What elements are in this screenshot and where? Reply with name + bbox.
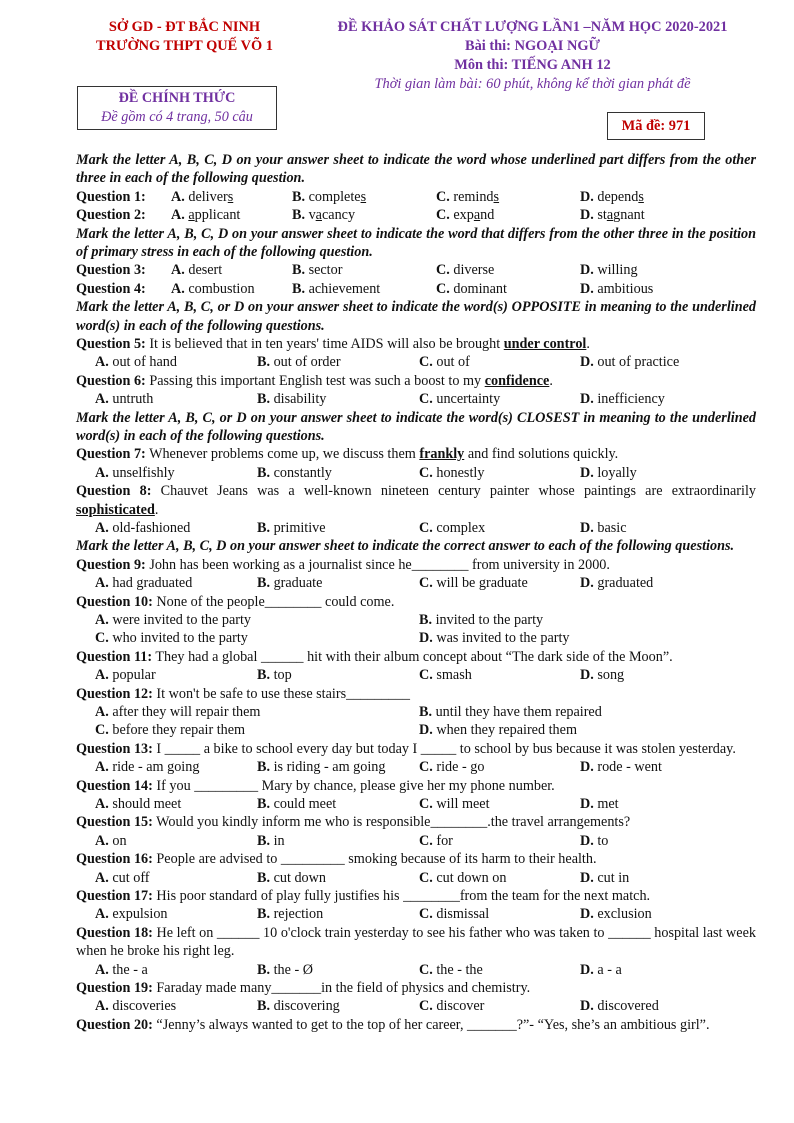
option-b: B. discovering (257, 998, 340, 1015)
question-label: Question 12: (76, 685, 153, 702)
question-12-options-ab (76, 703, 756, 721)
question-label: Question 17: (76, 887, 153, 904)
question-label: Question 10: (76, 593, 153, 610)
option-c: C. cut down on (419, 869, 507, 886)
option-b: B. vacancy (292, 207, 356, 224)
option-d: D. was invited to the party (419, 630, 570, 647)
question-15-options (76, 832, 756, 850)
subject-line: Bài thi: NGOẠI NGỮ (465, 38, 600, 54)
question-label: Question 14: (76, 777, 153, 794)
option-c: C. the - the (419, 961, 483, 978)
pages-note: Đề gồm có 4 trang, 50 câu (101, 109, 253, 125)
option-a: A. ride - am going (95, 759, 200, 776)
option-b: B. sector (292, 262, 343, 279)
option-d: D. loyally (580, 464, 637, 481)
question-5-stem: Question 5: It is believed that in ten years' time AIDS will also be brought under control. (76, 336, 590, 352)
option-d: D. exclusion (580, 906, 652, 923)
official-label: ĐỀ CHÍNH THỨC (118, 90, 236, 106)
option-b: B. primitive (257, 520, 326, 537)
question-9-stem: Question 9: John has been working as a journalist since he________ from university in 2000. (76, 556, 610, 573)
question-label: Question 4: (76, 280, 146, 297)
option-c: C. complex (419, 520, 486, 537)
question-5-options (76, 353, 756, 371)
question-label: Question 13: (76, 740, 153, 757)
question-label: Question 1: (76, 188, 146, 205)
section-instruction: Mark the letter A, B, C, D on your answer sheet to indicate the correct answer to each of the following questions. (76, 538, 735, 555)
question-7-stem: Question 7: Whenever problems come up, we discuss them frankly and find solutions quickly. (76, 446, 619, 463)
option-c: C. will meet (419, 795, 490, 812)
option-c: C. dismissal (419, 906, 490, 923)
question-7-options (76, 464, 756, 482)
option-a: A. should meet (95, 795, 182, 812)
option-d: D. basic (580, 520, 627, 537)
option-c: C. who invited to the party (95, 630, 248, 647)
question-label: Question 19: (76, 979, 153, 996)
option-a: A. old-fashioned (95, 520, 191, 537)
option-a: A. expulsion (95, 906, 168, 923)
question-13-options (76, 758, 756, 776)
option-a: A. were invited to the party (95, 612, 252, 629)
option-c: C. for (419, 832, 453, 849)
course-line: Môn thi: TIẾNG ANH 12 (454, 57, 611, 73)
question-20-stem: Question 20: “Jenny’s always wanted to get to the top of her career, _______?”- “Yes, she’s an ambitious girl”. (76, 1016, 710, 1033)
section-instruction: Mark the letter A, B, C, or D on your answer sheet to indicate the word(s) OPPOSITE in meaning to the underlined word(s) in each of the following questions. (76, 299, 756, 334)
official-box (77, 86, 277, 130)
question-label: Question 5: (76, 336, 146, 352)
option-d: D. cut in (580, 869, 630, 886)
question-label: Question 20: (76, 1016, 153, 1033)
exam-code-box (607, 112, 705, 140)
question-17-stem: Question 17: His poor standard of play fully justifies his ________from the team for the next match. (76, 887, 651, 904)
header-left (77, 18, 292, 56)
option-a: A. applicant (171, 207, 241, 224)
section-instruction: Mark the letter A, B, C, or D on your answer sheet to indicate the word(s) CLOSEST in meaning to the underlined word(s) in each of the following questions. (76, 409, 756, 444)
option-c: C. honestly (419, 464, 485, 481)
option-a: A. had graduated (95, 575, 193, 592)
question-10-options-ab (76, 611, 756, 629)
question-8-stem: Question 8: Chauvet Jeans was a well-known nineteen century painter whose paintings are extraordinarily sophisticated. (76, 483, 757, 518)
option-a: A. delivers (171, 188, 234, 205)
question-label: Question 16: (76, 851, 153, 868)
question-label: Question 2: (76, 207, 146, 224)
option-b: B. until they have them repaired (419, 704, 602, 720)
question-label: Question 7: (76, 446, 146, 463)
option-b: B. top (257, 667, 292, 684)
question-1 (76, 188, 756, 206)
option-b: B. cut down (257, 869, 326, 886)
option-c: C. reminds (436, 188, 500, 205)
question-14-options (76, 795, 756, 813)
question-18-options (76, 961, 756, 979)
time-line: Thời gian làm bài: 60 phút, không kể thời gian phát đề (374, 76, 691, 92)
option-a: A. out of hand (95, 354, 177, 371)
option-c: C. discover (419, 998, 485, 1015)
option-b: B. completes (292, 188, 367, 205)
department-name: SỞ GD - ĐT BẮC NINH (108, 19, 261, 35)
option-b: B. is riding - am going (257, 759, 386, 776)
option-a: A. untruth (95, 391, 154, 408)
question-label: Question 9: (76, 556, 146, 573)
option-a: A. on (95, 832, 127, 849)
option-d: D. ambitious (580, 280, 654, 297)
underlined-word: confidence (484, 372, 550, 389)
option-b: B. could meet (257, 795, 337, 812)
option-a: A. the - a (95, 961, 148, 978)
option-b: B. constantly (257, 464, 332, 481)
option-d: D. a - a (580, 961, 622, 978)
option-a: A. popular (95, 667, 156, 684)
underlined-word: sophisticated (76, 501, 155, 518)
option-d: D. song (580, 667, 625, 684)
question-13-stem: Question 13: I _____ a bike to school every day but today I _____ to school by bus because it was stolen yesterday. (76, 740, 736, 757)
question-label: Question 8: (76, 483, 152, 500)
option-d: D. out of practice (580, 354, 680, 371)
question-4 (76, 280, 756, 298)
option-c: C. smash (419, 667, 472, 684)
question-2 (76, 206, 756, 224)
question-11-options (76, 666, 756, 684)
option-d: D. willing (580, 262, 638, 279)
question-3 (76, 261, 756, 279)
question-19-stem: Question 19: Faraday made many_______in the field of physics and chemistry. (76, 979, 531, 996)
school-name: TRƯỜNG THPT QUẾ VÕ 1 (96, 38, 273, 54)
question-6-options (76, 390, 756, 408)
option-d: D. stagnant (580, 207, 645, 224)
option-d: D. met (580, 795, 619, 812)
option-c: C. uncertainty (419, 391, 501, 408)
option-b: B. out of order (257, 354, 341, 371)
question-19-options (76, 997, 756, 1015)
option-c: C. out of (419, 354, 470, 371)
option-c: C. ride - go (419, 759, 485, 776)
option-c: C. dominant (436, 280, 507, 297)
underlined-word: under control (503, 336, 587, 352)
option-b: B. rejection (257, 906, 324, 923)
option-d: D. to (580, 832, 609, 849)
option-b: B. disability (257, 391, 327, 408)
option-b: B. in (257, 832, 285, 849)
question-9-options (76, 574, 756, 592)
option-a: A. combustion (171, 280, 255, 297)
question-14-stem: Question 14: If you _________ Mary by chance, please give her my phone number. (76, 777, 555, 794)
option-c: C. expand (436, 207, 495, 224)
question-10-options-cd (76, 629, 756, 647)
option-b: B. the - Ø (257, 961, 313, 978)
exam-code: Mã đề: 971 (621, 118, 691, 134)
option-a: A. discoveries (95, 998, 177, 1015)
question-10-stem: Question 10: None of the people________ could come. (76, 593, 395, 610)
header-right (300, 18, 765, 94)
question-16-options (76, 869, 756, 887)
option-a: A. cut off (95, 869, 150, 886)
exam-title: ĐỀ KHẢO SÁT CHẤT LƯỢNG LẦN1 –NĂM HỌC 2020-2021 (337, 19, 728, 35)
question-11-stem: Question 11: They had a global ______ hit with their album concept about “The dark side of the Moon”. (76, 648, 673, 665)
question-12-options-cd (76, 721, 756, 739)
option-d: D. depends (580, 188, 644, 205)
question-18-stem: Question 18: He left on ______ 10 o'clock train yesterday to see his father who was taken to ______ hospital last week when he broke his right leg. (76, 924, 756, 960)
question-17-options (76, 905, 756, 923)
option-c: C. before they repair them (95, 722, 246, 739)
option-b: B. achievement (292, 280, 381, 297)
question-12-stem: Question 12: It won't be safe to use these stairs_________ (76, 685, 410, 702)
question-16-stem: Question 16: People are advised to _________ smoking because of its harm to their health. (76, 851, 597, 868)
option-d: D. when they repaired them (419, 722, 577, 739)
option-b: B. graduate (257, 575, 323, 592)
section-instruction: Mark the letter A, B, C, D on your answer sheet to indicate the word whose underlined part differs from the other three in each of the following question. (76, 152, 756, 187)
option-d: D. rode - went (580, 759, 662, 776)
section-instruction: Mark the letter A, B, C, D on your answer sheet to indicate the word that differs from the other three in the position of primary stress in each of the following question. (76, 225, 756, 260)
option-c: C. will be graduate (419, 575, 528, 592)
exam-content (76, 151, 756, 1034)
option-d: D. graduated (580, 575, 654, 592)
option-d: D. discovered (580, 998, 659, 1015)
question-6-stem: Question 6: Passing this important English test was such a boost to my confidence. (76, 372, 553, 389)
option-d: D. inefficiency (580, 391, 665, 408)
question-8-options (76, 519, 756, 537)
question-label: Question 18: (76, 924, 153, 941)
option-a: A. unselfishly (95, 464, 175, 481)
question-label: Question 15: (76, 814, 153, 831)
option-a: A. desert (171, 262, 223, 279)
question-label: Question 3: (76, 262, 146, 279)
option-a: A. after they will repair them (95, 704, 261, 720)
question-label: Question 6: (76, 372, 146, 389)
option-b: B. invited to the party (419, 612, 544, 629)
underlined-word: frankly (419, 446, 465, 463)
question-15-stem: Question 15: Would you kindly inform me who is responsible________.the travel arrangements? (76, 814, 631, 831)
option-c: C. diverse (436, 262, 495, 279)
question-label: Question 11: (76, 648, 153, 665)
